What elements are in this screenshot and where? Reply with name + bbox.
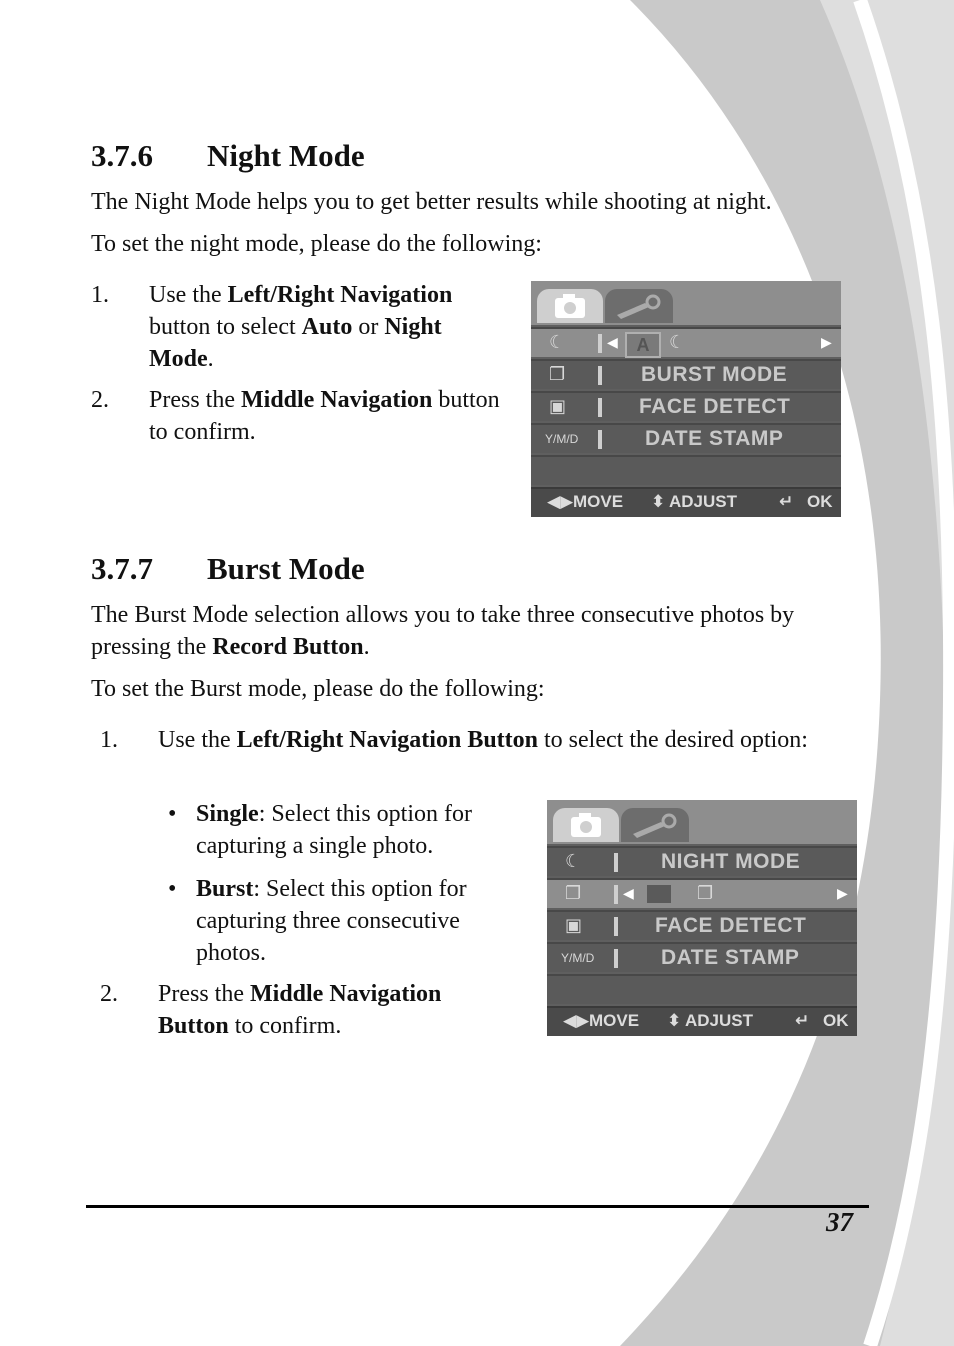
enter-icon: ↵ — [779, 492, 794, 511]
menu-row-night-mode — [531, 327, 841, 357]
date-stamp-icon: Y/M/D — [561, 951, 595, 965]
camera-menu-screen-night — [531, 281, 841, 517]
section-number: 3.7.6 — [91, 138, 153, 173]
step-number: 1. — [100, 727, 118, 753]
section-heading: Night Mode — [207, 138, 365, 173]
date-stamp-icon: Y/M/D — [545, 432, 579, 446]
menu-footer: ◀▶ MOVE ⬍ ADJUST ↵ OK — [547, 1006, 857, 1036]
moon-icon: ☾ — [565, 851, 582, 871]
menu-tab-bar — [531, 281, 841, 325]
menu-row-empty — [547, 974, 857, 1004]
night-mode-intro: The Night Mode helps you to get better results while shooting at night. — [91, 189, 772, 215]
section-heading: Burst Mode — [207, 551, 365, 586]
menu-row-face-detect: ▣ FACE DETECT — [531, 391, 841, 421]
step-text: Use the Left/Right Navigation button to select Auto or Night Mode. — [149, 282, 453, 372]
section-number: 3.7.7 — [91, 551, 153, 586]
menu-row-empty — [531, 455, 841, 485]
burst-option-icon: ❐ — [697, 883, 714, 903]
section-title-burst-mode — [91, 551, 365, 587]
auto-option-icon: A — [625, 332, 661, 358]
step-number: 2. — [91, 387, 109, 413]
moon-icon: ☾ — [549, 332, 566, 352]
burst-mode-instruction: To set the Burst mode, please do the following: — [91, 676, 545, 702]
setup-tab — [621, 808, 689, 842]
step-text: Press the Middle Navigation button to confirm. — [149, 387, 500, 445]
burst-icon: ❐ — [549, 364, 566, 384]
right-arrow-icon: ▶ — [837, 885, 848, 901]
left-arrow-icon: ◀ — [623, 885, 634, 901]
wrench-icon — [621, 808, 689, 842]
camera-icon — [537, 289, 603, 323]
camera-menu-screen-burst — [547, 800, 857, 1036]
menu-row-date-stamp: Y/M/D DATE STAMP — [531, 423, 841, 453]
footer-rule — [86, 1205, 869, 1208]
wrench-icon — [605, 289, 673, 323]
step-text: Press the Middle Navigation Button to confirm. — [158, 981, 442, 1039]
enter-icon: ↵ — [795, 1011, 810, 1030]
move-arrows-icon: ◀▶ — [547, 492, 574, 511]
face-detect-icon: ▣ — [549, 396, 567, 416]
section-title-night-mode — [91, 138, 365, 174]
menu-row-burst-mode — [547, 878, 857, 908]
right-arrow-icon: ▶ — [821, 334, 832, 350]
burst-icon: ❐ — [565, 883, 582, 903]
menu-row-date-stamp: Y/M/D DATE STAMP — [547, 942, 857, 972]
page-number: 37 — [826, 1207, 853, 1237]
menu-tab-bar — [547, 800, 857, 844]
menu-footer: ◀▶ MOVE ⬍ ADJUST ↵ OK — [531, 487, 841, 517]
menu-row-night-mode: ☾ NIGHT MODE — [547, 846, 857, 876]
menu-row-face-detect: ▣ FACE DETECT — [547, 910, 857, 940]
left-arrow-icon: ◀ — [607, 334, 618, 350]
menu-row-burst-mode: ❐ BURST MODE — [531, 359, 841, 389]
night-mode-instruction: To set the night mode, please do the following: — [91, 231, 542, 257]
step-number: 1. — [91, 282, 109, 308]
step-number: 2. — [100, 981, 118, 1007]
night-option-icon: ☾ — [669, 332, 686, 352]
camera-icon — [553, 808, 619, 842]
single-option-icon — [647, 885, 671, 903]
camera-tab — [553, 808, 619, 842]
camera-tab — [537, 289, 603, 323]
adjust-arrows-icon: ⬍ — [667, 1011, 682, 1030]
burst-mode-intro: The Burst Mode selection allows you to take three consecutive photos by pressing the Record Button. — [91, 602, 795, 660]
adjust-arrows-icon: ⬍ — [651, 492, 666, 511]
move-arrows-icon: ◀▶ — [563, 1011, 590, 1030]
step-text: Use the Left/Right Navigation Button to select the desired option: — [158, 727, 808, 753]
setup-tab — [605, 289, 673, 323]
face-detect-icon: ▣ — [565, 915, 583, 935]
